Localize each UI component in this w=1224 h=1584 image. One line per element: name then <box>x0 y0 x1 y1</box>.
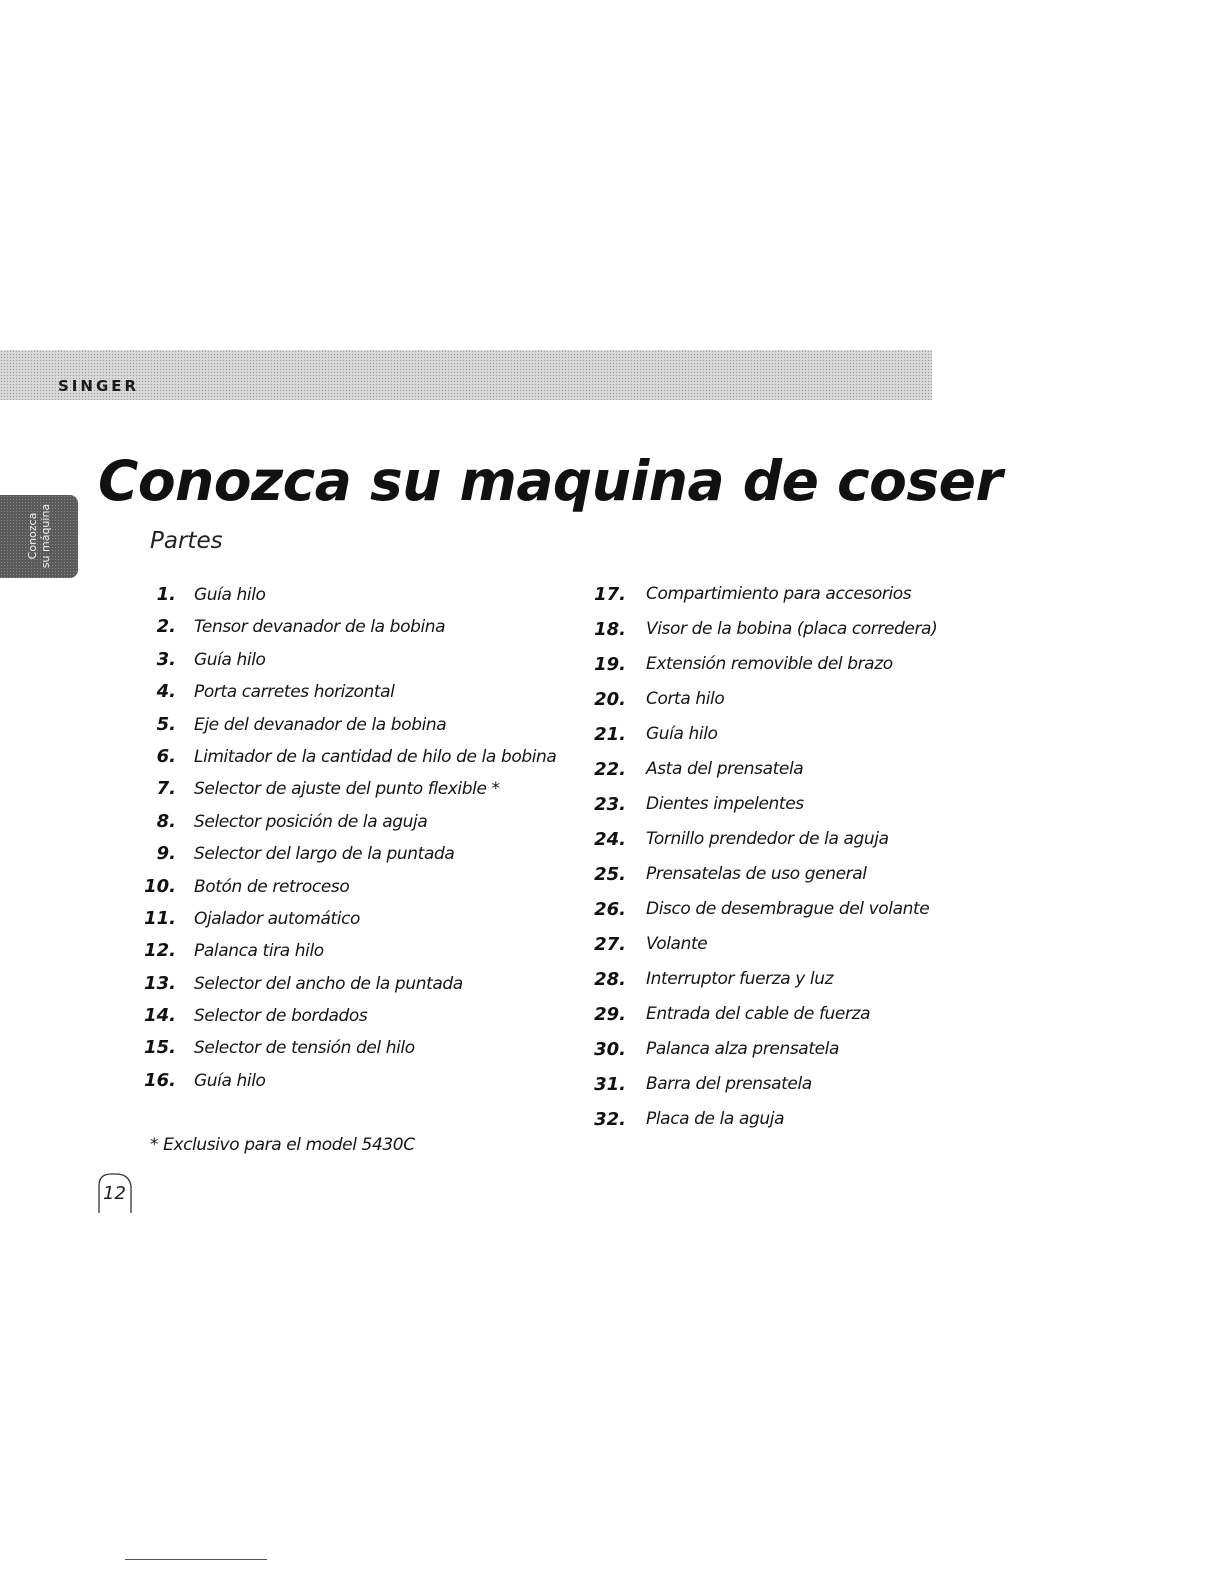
part-number: 30. <box>594 1039 626 1060</box>
part-item <box>146 676 566 708</box>
part-label: Barra del prensatela <box>646 1074 812 1094</box>
part-label: Guía hilo <box>194 585 266 605</box>
part-number: 5. <box>156 713 176 735</box>
part-label: Porta carretes horizontal <box>194 682 395 703</box>
part-label: Visor de la bobina (placa corredera) <box>646 619 938 639</box>
part-item <box>596 577 1016 612</box>
part-number: 9. <box>156 843 176 865</box>
part-number: 4. <box>156 681 176 703</box>
part-number: 3. <box>156 648 176 670</box>
part-label: Interruptor fuerza y luz <box>646 969 834 989</box>
part-item <box>596 647 1016 682</box>
part-label: Botón de retroceso <box>194 876 350 897</box>
part-item <box>146 838 566 870</box>
part-number: 11. <box>144 907 176 929</box>
part-item <box>596 682 1016 717</box>
part-number: 13. <box>144 972 176 994</box>
part-item <box>146 773 566 805</box>
part-label: Selector posición de la aguja <box>194 811 428 832</box>
part-label: Selector del largo de la puntada <box>194 844 455 865</box>
part-item <box>596 822 1016 857</box>
part-item <box>596 892 1016 927</box>
part-number: 7. <box>156 778 176 800</box>
part-label: Guía hilo <box>194 649 266 670</box>
part-label: Entrada del cable de fuerza <box>646 1004 871 1024</box>
part-number: 28. <box>594 969 626 990</box>
part-label: Selector de ajuste del punto flexible * <box>194 779 500 800</box>
part-item <box>146 935 566 967</box>
part-number: 27. <box>594 934 626 955</box>
part-number: 23. <box>594 794 626 815</box>
part-item <box>146 806 566 838</box>
part-number: 8. <box>156 810 176 832</box>
page-number-text: 12 <box>103 1183 126 1204</box>
part-label: Ojalador automático <box>194 908 361 929</box>
part-item <box>596 1032 1016 1067</box>
part-label: Prensatelas de uso general <box>646 864 867 884</box>
bottom-rule <box>125 1559 267 1560</box>
part-number: 26. <box>594 899 626 920</box>
part-number: 24. <box>594 829 626 850</box>
part-number: 2. <box>156 616 176 638</box>
part-number: 31. <box>594 1074 626 1095</box>
part-item <box>146 871 566 903</box>
part-number: 12. <box>144 940 176 962</box>
part-label: Selector de bordados <box>194 1006 368 1027</box>
section-subtitle: Partes <box>150 528 223 554</box>
part-item <box>146 644 566 676</box>
part-number: 1. <box>156 584 176 605</box>
footnote: * Exclusivo para el model 5430C <box>150 1135 415 1155</box>
part-number: 16. <box>144 1069 176 1091</box>
part-label: Guía hilo <box>194 1070 266 1091</box>
part-item <box>146 1065 566 1097</box>
side-tab-label <box>26 496 52 576</box>
part-item <box>596 612 1016 647</box>
part-number: 22. <box>594 759 626 780</box>
part-item <box>146 968 566 1000</box>
part-label: Palanca alza prensatela <box>646 1039 839 1059</box>
part-item <box>596 997 1016 1032</box>
part-label: Guía hilo <box>646 724 718 744</box>
part-label: Palanca tira hilo <box>194 941 324 962</box>
part-number: 18. <box>594 619 626 640</box>
part-item <box>146 903 566 935</box>
part-label: Asta del prensatela <box>646 759 804 779</box>
part-item <box>596 787 1016 822</box>
part-item <box>596 717 1016 752</box>
part-item <box>596 1102 1016 1137</box>
part-number: 10. <box>144 875 176 897</box>
part-label: Volante <box>646 934 708 954</box>
part-label: Extensión removible del brazo <box>646 654 893 674</box>
page-number <box>96 1172 132 1212</box>
part-number: 14. <box>144 1005 176 1027</box>
side-tab-line-1: Conozca <box>26 512 39 560</box>
part-item <box>146 1000 566 1032</box>
part-label: Eje del devanador de la bobina <box>194 714 447 735</box>
part-label: Tornillo prendedor de la aguja <box>646 829 889 849</box>
part-item <box>596 857 1016 892</box>
side-tab-line-2: su máquina <box>39 503 52 569</box>
part-number: 32. <box>594 1109 626 1130</box>
part-label: Compartimiento para accesorios <box>646 584 912 604</box>
part-label: Tensor devanador de la bobina <box>194 617 446 638</box>
part-number: 17. <box>594 584 626 605</box>
part-item <box>146 611 566 643</box>
part-label: Disco de desembrague del volante <box>646 899 930 919</box>
part-number: 20. <box>594 689 626 710</box>
part-number: 6. <box>156 745 176 767</box>
part-item <box>596 962 1016 997</box>
part-item <box>596 752 1016 787</box>
parts-list-right <box>596 577 1016 1137</box>
brand-logo: SINGER <box>58 377 140 395</box>
part-number: 29. <box>594 1004 626 1025</box>
part-item <box>146 741 566 773</box>
parts-list-left <box>146 579 566 1097</box>
part-item <box>146 1032 566 1064</box>
part-item <box>596 927 1016 962</box>
part-number: 25. <box>594 864 626 885</box>
part-label: Selector de tensión del hilo <box>194 1038 415 1059</box>
part-label: Dientes impelentes <box>646 794 804 814</box>
part-label: Limitador de la cantidad de hilo de la bobina <box>194 746 557 767</box>
part-item <box>146 579 566 611</box>
part-item <box>596 1067 1016 1102</box>
part-number: 15. <box>144 1037 176 1059</box>
part-number: 21. <box>594 724 626 745</box>
part-label: Placa de la aguja <box>646 1109 785 1129</box>
part-number: 19. <box>594 654 626 675</box>
page-title: Conozca su maquina de coser <box>98 449 1003 513</box>
header-band <box>0 350 932 400</box>
section-side-tab <box>0 495 78 578</box>
part-item <box>146 709 566 741</box>
part-label: Selector del ancho de la puntada <box>194 973 463 994</box>
part-label: Corta hilo <box>646 689 725 709</box>
